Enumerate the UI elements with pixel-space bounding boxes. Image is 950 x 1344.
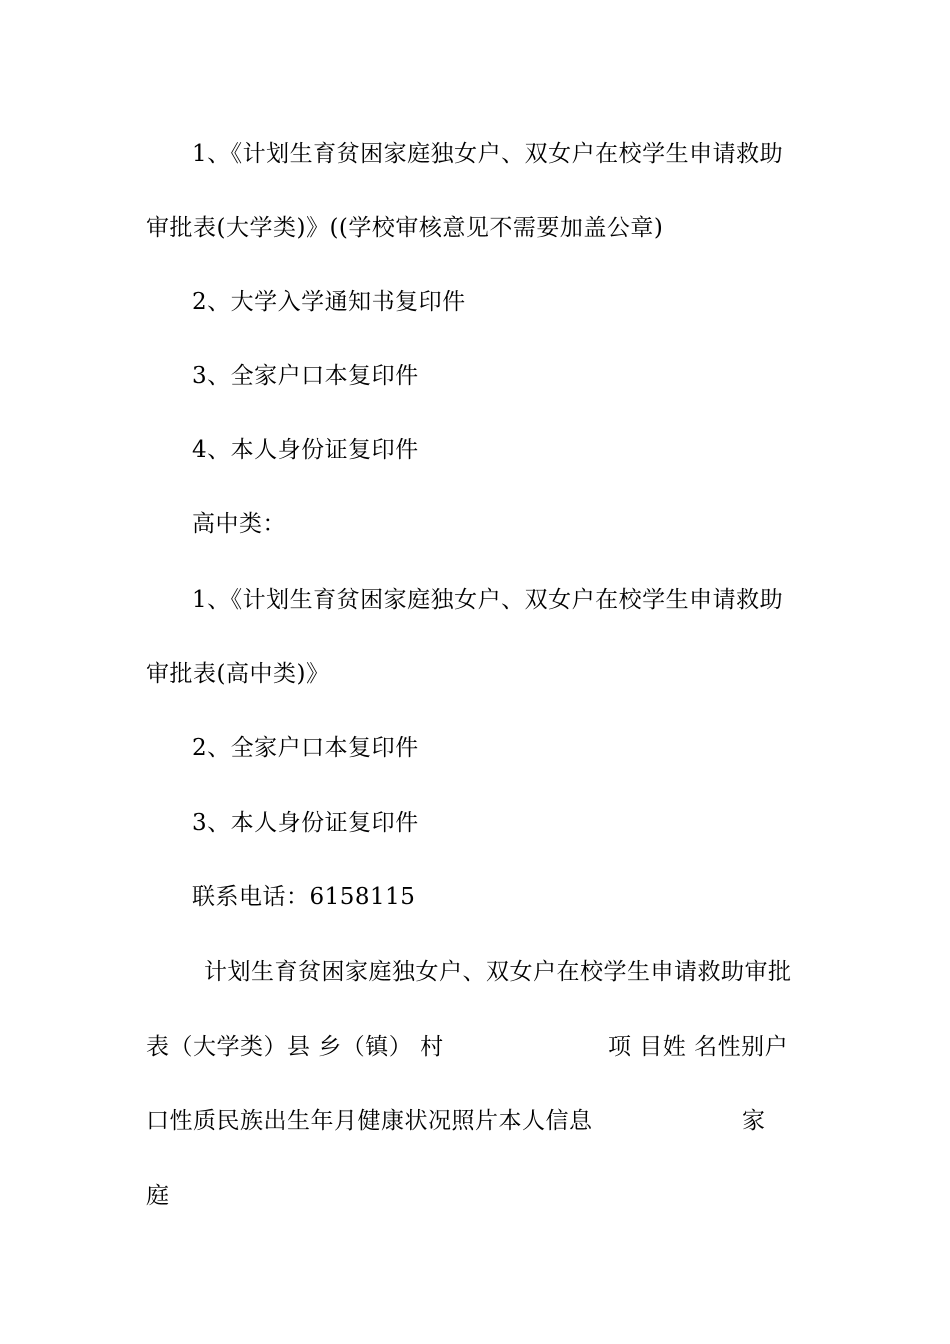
highschool-heading: 高中类： xyxy=(192,511,286,537)
university-item3: 3、全家户口本复印件 xyxy=(192,363,419,389)
university-item1-line1: 1、《计划生育贫困家庭独女户、双女户在校学生申请救助 xyxy=(192,141,784,167)
form-row2-left: 口性质民族出生年月健康状况照片本人信息 xyxy=(146,1108,593,1134)
university-item1-line2: 审批表(大学类)》((学校审核意见不需要加盖公章) xyxy=(146,215,664,241)
form-title-line1: 计划生育贫困家庭独女户、双女户在校学生申请救助审批 xyxy=(204,959,792,985)
contact-phone: 联系电话：6158115 xyxy=(192,884,416,910)
highschool-item1-line1: 1、《计划生育贫困家庭独女户、双女户在校学生申请救助 xyxy=(192,587,784,613)
highschool-item2: 2、全家户口本复印件 xyxy=(192,735,419,761)
form-row1-right: 项 目姓 名性别户 xyxy=(608,1034,789,1060)
university-item4: 4、本人身份证复印件 xyxy=(192,437,419,463)
highschool-item1-line2: 审批表(高中类)》 xyxy=(146,661,330,687)
highschool-item3: 3、本人身份证复印件 xyxy=(192,810,419,836)
form-row3: 庭 xyxy=(146,1183,170,1209)
form-row1-left: 表（大学类）县 乡（镇） 村 xyxy=(146,1034,444,1060)
university-item2: 2、大学入学通知书复印件 xyxy=(192,289,466,315)
form-row2-right: 家 xyxy=(742,1108,766,1134)
